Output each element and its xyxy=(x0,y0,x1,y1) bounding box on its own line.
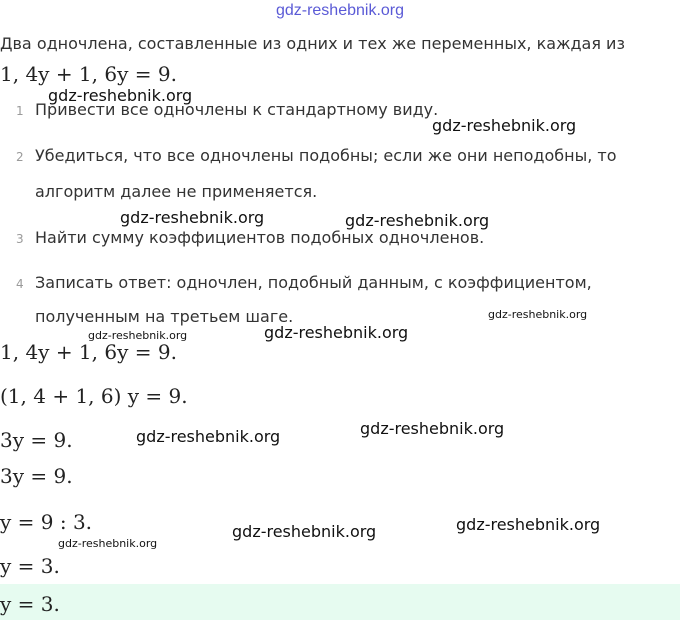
answer-text: y = 3. xyxy=(0,592,60,616)
step-3-text: Найти сумму коэффициентов подобных одночленов. xyxy=(35,228,485,247)
step-4-text-continued: полученным на третьем шаге. xyxy=(35,307,294,326)
step-4-number: 4 xyxy=(16,277,24,291)
watermark: gdz-reshebnik.org xyxy=(88,329,188,342)
solution-line-3: 3y = 9. xyxy=(0,428,73,452)
step-1-text: Привести все одночлены к стандартному виду. xyxy=(35,100,439,119)
solution-line-6: y = 3. xyxy=(0,554,60,578)
watermark: gdz-reshebnik.org xyxy=(58,537,158,550)
step-2-text-continued: алгоритм далее не применяется. xyxy=(35,182,318,201)
step-2-text: Убедиться, что все одночлены подобны; если же они неподобны, то xyxy=(35,146,617,165)
step-3-number: 3 xyxy=(16,232,24,246)
site-header-link[interactable]: gdz-reshebnik.org xyxy=(275,2,405,19)
watermark: gdz-reshebnik.org xyxy=(120,208,265,227)
watermark: gdz-reshebnik.org xyxy=(488,308,588,321)
solution-line-1: 1, 4y + 1, 6y = 9. xyxy=(0,340,177,364)
step-2-number: 2 xyxy=(16,150,24,164)
watermark: gdz-reshebnik.org xyxy=(345,211,490,230)
watermark: gdz-reshebnik.org xyxy=(232,522,377,541)
solution-line-4: 3y = 9. xyxy=(0,464,73,488)
intro-text: Два одночлена, составленные из одних и тех же переменных, каждая из xyxy=(0,34,625,53)
watermark: gdz-reshebnik.org xyxy=(456,515,601,534)
watermark: gdz-reshebnik.org xyxy=(264,323,409,342)
watermark: gdz-reshebnik.org xyxy=(48,86,193,105)
watermark: gdz-reshebnik.org xyxy=(432,116,577,135)
answer-highlight xyxy=(0,584,680,620)
watermark: gdz-reshebnik.org xyxy=(360,419,505,438)
solution-line-2: (1, 4 + 1, 6) y = 9. xyxy=(0,384,188,408)
watermark: gdz-reshebnik.org xyxy=(136,427,281,446)
solution-line-5: y = 9 : 3. xyxy=(0,510,93,534)
step-4-text: Записать ответ: одночлен, подобный данным, с коэффициентом, xyxy=(35,273,592,292)
step-1-number: 1 xyxy=(16,104,24,118)
intro-equation: 1, 4y + 1, 6y = 9. xyxy=(0,62,177,86)
